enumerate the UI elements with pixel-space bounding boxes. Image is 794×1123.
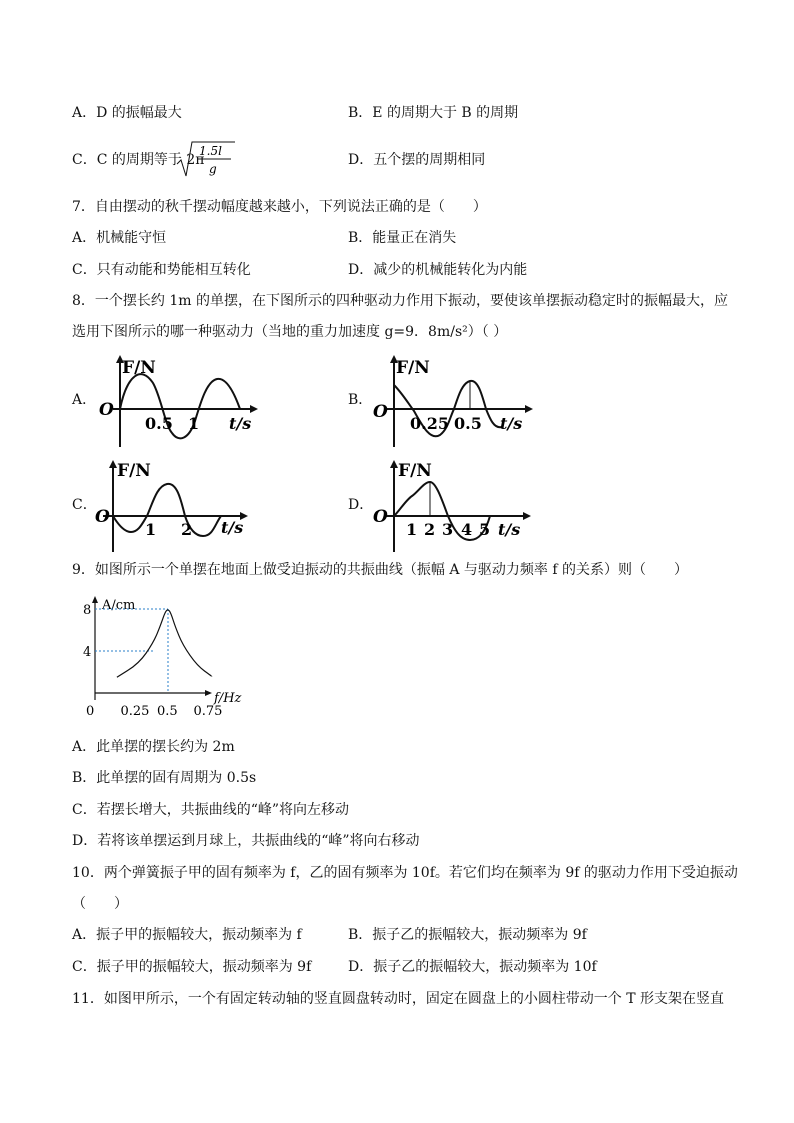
x-axis-label: t/s bbox=[221, 518, 244, 537]
tick-label: 0.25 bbox=[410, 414, 449, 433]
q8-stem-line2: 选用下图所示的哪一种驱动力（当地的重力加速度 g=9．8m/s²）（ ） bbox=[72, 324, 508, 340]
q9-option-a: A．此单摆的摆长约为 2m bbox=[72, 739, 235, 755]
q9-stem: 9．如图所示一个单摆在地面上做受迫振动的共振曲线（振幅 A 与驱动力频率 f 的关系）则（ ） bbox=[72, 562, 688, 578]
x-tick-label: 0.25 bbox=[120, 704, 150, 719]
sqrt-denominator: g bbox=[209, 162, 217, 176]
q6-option-d: D．五个摆的周期相同 bbox=[348, 152, 486, 168]
q10-option-a: A．振子甲的振幅较大，振动频率为 f bbox=[72, 927, 302, 943]
sqrt-expression bbox=[175, 140, 245, 178]
tick-label: 1 bbox=[188, 414, 200, 433]
resonance-chart bbox=[80, 590, 250, 729]
q9-option-d: D．若将该单摆运到月球上，共振曲线的“峰”将向右移动 bbox=[72, 833, 420, 849]
x-axis-label: t/s bbox=[229, 414, 252, 433]
force-graph-a bbox=[95, 355, 265, 454]
q10-option-b: B．振子乙的振幅较大，振动频率为 9f bbox=[348, 927, 587, 943]
x-axis-label: t/s bbox=[498, 520, 521, 539]
tick-label: 1 bbox=[145, 520, 157, 539]
q8-stem-line1: 8．一个摆长约 1m 的单摆，在下图所示的四种驱动力作用下振动，要使该单摆振动稳定时的振幅最大，应 bbox=[72, 293, 728, 309]
q10-stem: 10．两个弹簧振子甲的固有频率为 f，乙的固有频率为 10f。若它们均在频率为 9f 的驱动力作用下受迫振动 bbox=[72, 865, 738, 881]
q7-option-d: D．减少的机械能转化为内能 bbox=[348, 262, 528, 278]
force-graph-b bbox=[370, 355, 540, 454]
force-graph-d bbox=[370, 460, 540, 559]
q8-label-a: A． bbox=[72, 392, 97, 408]
q6-option-a: A．D 的振幅最大 bbox=[72, 105, 182, 121]
resonance-curve bbox=[117, 610, 212, 677]
q7-option-c: C．只有动能和势能相互转化 bbox=[72, 262, 251, 278]
x-tick-label: 0.75 bbox=[193, 704, 223, 719]
q7-stem: 7．自由摆动的秋千摆动幅度越来越小，下列说法正确的是（ ） bbox=[72, 199, 487, 215]
q8-label-d: D． bbox=[348, 497, 374, 513]
tick-label: 0.5 bbox=[145, 414, 173, 433]
chart-y-label: A/cm bbox=[102, 598, 136, 613]
origin-label: O bbox=[373, 402, 388, 422]
q9-option-c: C．若摆长增大，共振曲线的“峰”将向左移动 bbox=[72, 802, 350, 818]
q10-paren: （ ） bbox=[72, 896, 128, 912]
tick-label: 5 bbox=[479, 520, 491, 539]
tick-label: 1 bbox=[406, 520, 418, 539]
q7-option-b: B．能量正在消失 bbox=[348, 230, 457, 246]
origin-label: O bbox=[373, 507, 388, 527]
chart-x-label: f/Hz bbox=[214, 691, 242, 706]
q7-option-a: A．机械能守恒 bbox=[72, 230, 167, 246]
q11-stem: 11．如图甲所示，一个有固定转动轴的竖直圆盘转动时，固定在圆盘上的小圆柱带动一个 T 形支架在竖直 bbox=[72, 991, 725, 1007]
q8-label-b: B． bbox=[348, 392, 373, 408]
y-axis-label: F/N bbox=[117, 461, 151, 481]
y-axis-label: F/N bbox=[398, 461, 432, 481]
q6-option-c: C．C 的周期等于 2π bbox=[72, 152, 205, 168]
q6-option-b: B．E 的周期大于 B 的周期 bbox=[348, 105, 519, 121]
q10-option-c: C．振子甲的振幅较大，振动频率为 9f bbox=[72, 959, 312, 975]
tick-label: 2 bbox=[181, 520, 193, 539]
tick-label: 3 bbox=[442, 520, 454, 539]
origin-label: O bbox=[95, 507, 110, 527]
tick-label: 2 bbox=[424, 520, 436, 539]
y-axis-label: F/N bbox=[396, 358, 430, 378]
origin-label: O bbox=[99, 400, 114, 420]
y-tick-label: 8 bbox=[83, 603, 92, 618]
force-graph-c bbox=[95, 460, 265, 559]
y-axis-label: F/N bbox=[122, 358, 156, 378]
q9-option-b: B．此单摆的固有周期为 0.5s bbox=[72, 770, 257, 786]
q8-label-c: C． bbox=[72, 497, 97, 513]
tick-label: 0.5 bbox=[454, 414, 482, 433]
y-tick-label: 4 bbox=[83, 645, 92, 660]
chart-origin-label: 0 bbox=[86, 704, 95, 719]
q10-option-d: D．振子乙的振幅较大，振动频率为 10f bbox=[348, 959, 597, 975]
x-tick-label: 0.5 bbox=[157, 704, 178, 719]
x-axis-label: t/s bbox=[500, 414, 523, 433]
sqrt-numerator: 1.5l bbox=[199, 144, 222, 158]
tick-label: 4 bbox=[461, 520, 473, 539]
